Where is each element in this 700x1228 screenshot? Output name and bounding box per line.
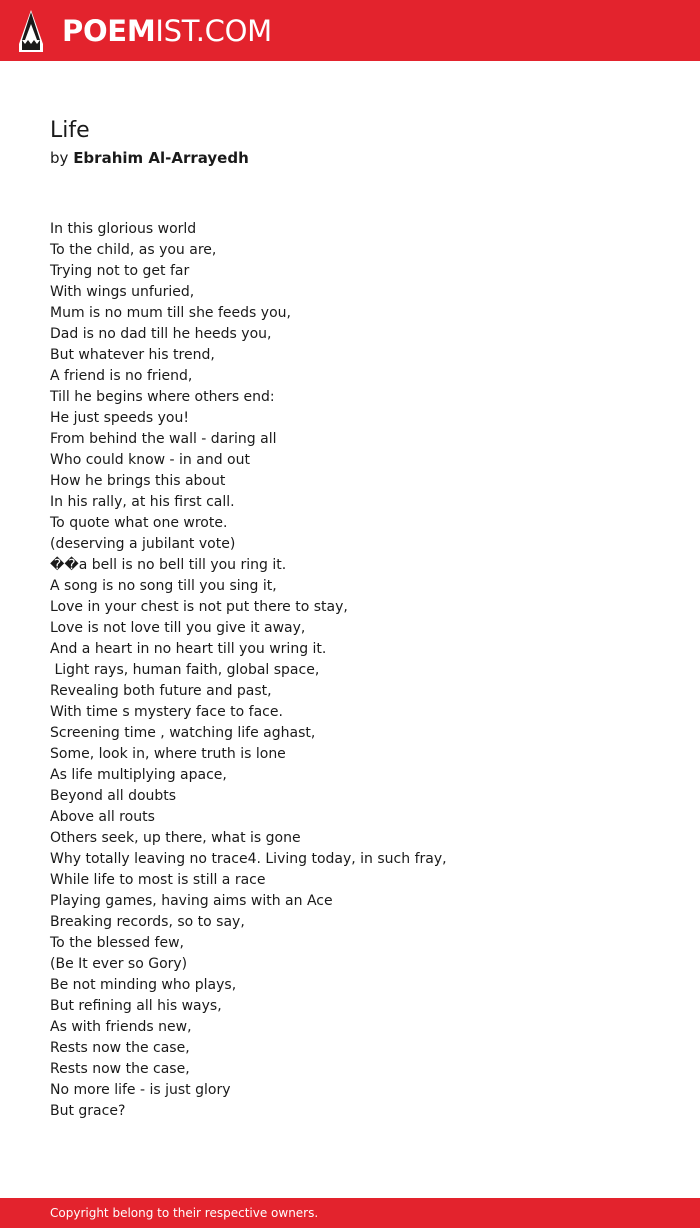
poem-line: But grace? (50, 1103, 126, 1119)
poem-header (50, 117, 650, 169)
logo-light-text: IST.COM (155, 14, 272, 48)
poem-line: Till he begins where others end: (50, 389, 275, 405)
poem-line: Dad is no dad till he heeds you, (50, 326, 272, 342)
poem-line: With wings unfuried, (50, 284, 195, 300)
poem-line: And a heart in no heart till you wring it. (50, 641, 327, 657)
poem-line: Beyond all doubts (50, 788, 177, 804)
poem-line: Love is not love till you give it away, (50, 620, 306, 636)
poem-line: Who could know - in and out (50, 452, 250, 468)
poem-line: In his rally, at his first call. (50, 494, 235, 510)
poem-line: Light rays, human faith, global space, (50, 662, 320, 678)
poem-line: A friend is no friend, (50, 368, 193, 384)
poem-line: Mum is no mum till she feeds you, (50, 305, 291, 321)
poem-line: Playing games, having aims with an Ace (50, 893, 333, 909)
site-header (0, 0, 700, 61)
poem-line: As with friends new, (50, 1019, 192, 1035)
poem-line: (deserving a jubilant vote) (50, 536, 236, 552)
poem-line: Revealing both future and past, (50, 683, 272, 699)
poem-line: But whatever his trend, (50, 347, 215, 363)
poem-line: To the blessed few, (50, 935, 184, 951)
poem-line: Above all routs (50, 809, 155, 825)
byline (50, 147, 650, 169)
copyright-text: Copyright belong to their respective owners. (50, 1206, 319, 1220)
site-logo-wordmark (62, 9, 272, 53)
poem-line: To the child, as you are, (50, 242, 217, 258)
poem-title: Life (50, 118, 90, 143)
poem-line: Breaking records, so to say, (50, 914, 245, 930)
logo-bold-text: POEM (62, 14, 156, 48)
poem-line: As life multiplying apace, (50, 767, 227, 783)
site-footer (0, 1198, 700, 1228)
poem-line: Rests now the case, (50, 1061, 190, 1077)
poem-line: Trying not to get far (50, 263, 190, 279)
poem-line: To quote what one wrote. (50, 515, 228, 531)
poem-line: Rests now the case, (50, 1040, 190, 1056)
poem-line: A song is no song till you sing it, (50, 578, 277, 594)
poem-line: While life to most is still a race (50, 872, 266, 888)
author-name: Ebrahim Al-Arrayedh (73, 149, 249, 167)
by-label: by (50, 149, 69, 167)
poem-line: But refining all his ways, (50, 998, 222, 1014)
poem-line: Be not minding who plays, (50, 977, 237, 993)
pen-nib-icon (18, 10, 44, 52)
poem-line: No more life - is just glory (50, 1082, 231, 1098)
poem-line: How he brings this about (50, 473, 226, 489)
poem-line: Screening time , watching life aghast, (50, 725, 316, 741)
poem-line: (Be It ever so Gory) (50, 956, 188, 972)
poem-line: Others seek, up there, what is gone (50, 830, 301, 846)
poem-line: With time s mystery face to face. (50, 704, 283, 720)
poem-line: Love in your chest is not put there to stay, (50, 599, 348, 615)
poem-line: From behind the wall - daring all (50, 431, 277, 447)
poem-line: Why totally leaving no trace4. Living today, in such fray, (50, 851, 447, 867)
poem-line: ��a bell is no bell till you ring it. (50, 557, 287, 573)
poem-line: He just speeds you! (50, 410, 189, 426)
poem-body (50, 219, 650, 1122)
poem-line: Some, look in, where truth is lone (50, 746, 286, 762)
poem-line: In this glorious world (50, 221, 197, 237)
site-logo-link[interactable] (18, 9, 272, 53)
